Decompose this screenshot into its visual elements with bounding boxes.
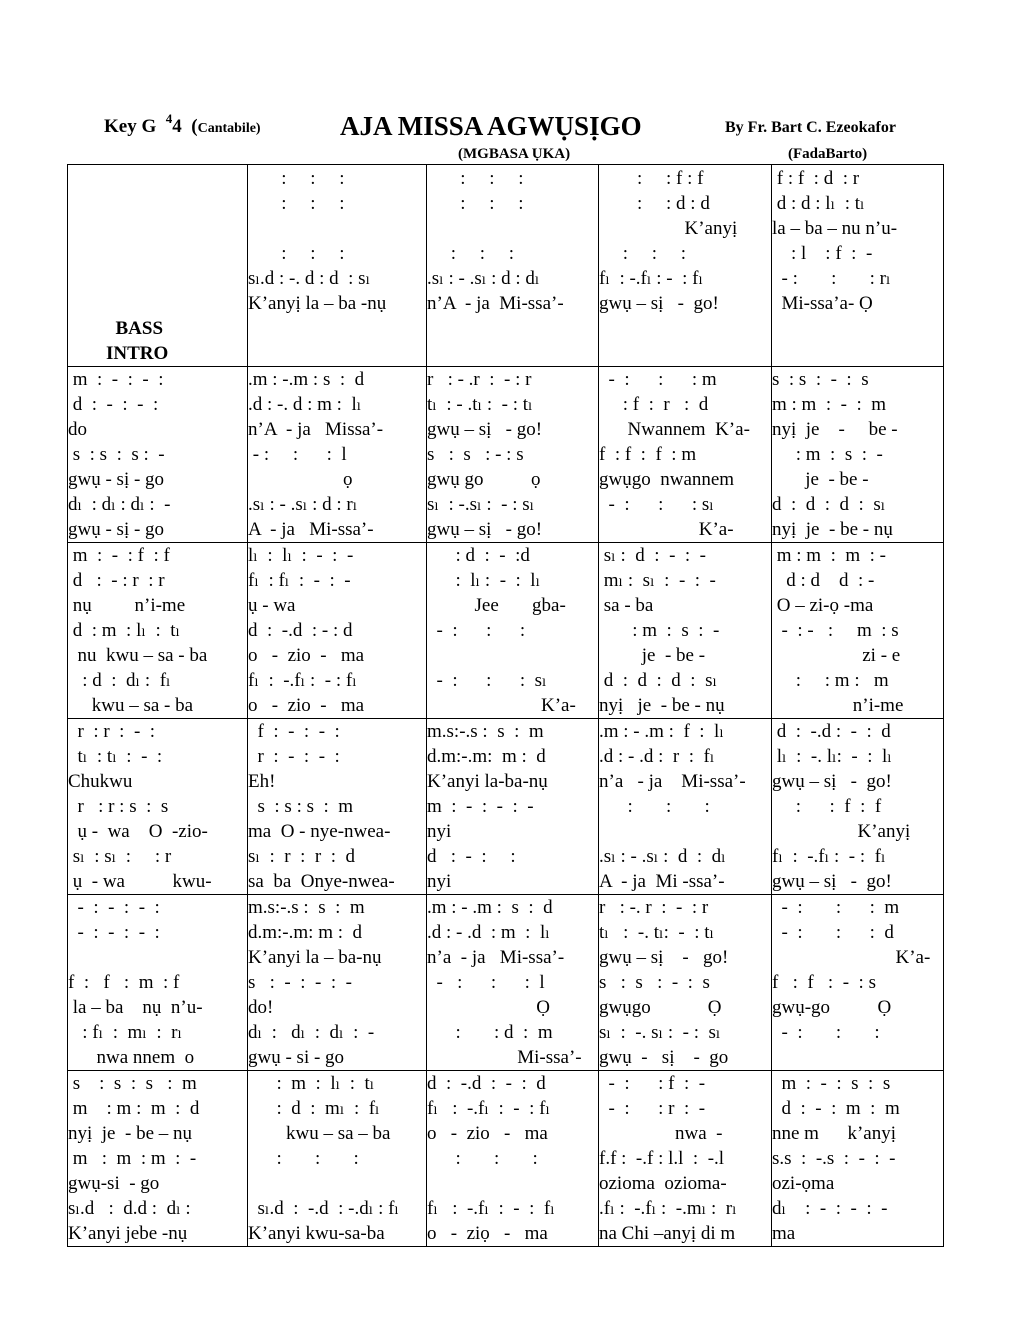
notation-line: - : : : bbox=[427, 620, 526, 641]
notation-line: : : : bbox=[248, 243, 345, 264]
notation-line: .fₗ : -.fₗ : -.mₗ : rₗ bbox=[599, 1198, 737, 1219]
notation-line: d : d d : - bbox=[772, 570, 875, 591]
notation-line: : : : bbox=[599, 796, 710, 817]
notation-line bbox=[68, 216, 247, 241]
notation-line: : : d : m bbox=[427, 1022, 553, 1043]
notation-line: la – ba nụ n’u- bbox=[68, 997, 203, 1018]
notation-line: ozi-ọma bbox=[772, 1173, 835, 1194]
notation-line: : : : bbox=[248, 168, 345, 189]
notation-line: r : r : - : bbox=[68, 721, 156, 742]
notation-line: m : - : - : - bbox=[427, 796, 534, 817]
notation-line: dₗ : dₗ : dₗ : - bbox=[68, 494, 171, 515]
notation-line: O – zi-ọ -ma bbox=[772, 595, 874, 616]
notation-line: gwụgo nwannem bbox=[599, 469, 735, 490]
notation-line: : : : bbox=[427, 1148, 538, 1169]
notation-line: d : - : : bbox=[427, 846, 516, 867]
notation-line: f : f : m : f bbox=[68, 972, 180, 993]
song-title: AJA MISSA AGWỤSỊGO bbox=[340, 111, 642, 141]
score-measure bbox=[427, 1071, 599, 1247]
notation-line: nyi bbox=[427, 821, 452, 842]
notation-line: n’A - ja Mi-ssa’- bbox=[427, 293, 564, 314]
notation-line: mₗ : sₗ : - : - bbox=[599, 570, 716, 591]
notation-line: : m : lₗ : tₗ bbox=[248, 1073, 375, 1094]
notation-line: ụ - wa kwu- bbox=[68, 871, 212, 892]
notation-line: - : - : m : s bbox=[772, 620, 899, 641]
notation-line: : : : bbox=[248, 193, 345, 214]
notation-line: n’a - ja Mi-ssa’- bbox=[427, 947, 565, 968]
score-measure bbox=[772, 165, 944, 367]
score-measure bbox=[772, 1071, 944, 1247]
notation-line: K’a- bbox=[427, 695, 576, 716]
notation-line: s : s : s : m bbox=[68, 1073, 197, 1094]
score-measure bbox=[599, 367, 772, 543]
notation-line: o - zio - ma bbox=[248, 695, 365, 716]
notation-line: sₗ : sₗ : : r bbox=[68, 846, 172, 867]
notation-line bbox=[772, 1045, 943, 1070]
notation-line: na Chi –anyị di m bbox=[599, 1223, 736, 1244]
tempo-marking: Cantabile) bbox=[197, 121, 261, 136]
notation-line: sₗ : -.sₗ : - : sₗ bbox=[427, 494, 535, 515]
notation-line bbox=[68, 241, 247, 266]
notation-line: zi - e bbox=[772, 645, 901, 666]
notation-line: .d : - .d : m : lₗ bbox=[427, 922, 550, 943]
notation-line bbox=[68, 266, 247, 291]
score-system bbox=[68, 895, 944, 1071]
notation-line: gwụ - sị - go bbox=[68, 519, 165, 540]
score-measure bbox=[772, 543, 944, 719]
notation-line: r : - : - : bbox=[248, 746, 340, 767]
notation-line: n’A - ja Missa’- bbox=[248, 419, 384, 440]
notation-line: : : d : d bbox=[599, 193, 710, 214]
notation-line: m : m : - : m bbox=[772, 394, 886, 415]
notation-line: tₗ : - .tₗ : - : tₗ bbox=[427, 394, 533, 415]
notation-line: K’anyị la – ba -nụ bbox=[248, 293, 387, 314]
notation-line: s : s : - : s bbox=[427, 444, 524, 465]
notation-line: - : : f : - bbox=[599, 1073, 706, 1094]
score-system bbox=[68, 1071, 944, 1247]
score-measure bbox=[427, 367, 599, 543]
notation-line: : : f : f bbox=[772, 796, 882, 817]
notation-line: INTRO bbox=[68, 343, 169, 364]
notation-line: s : s : - : s bbox=[599, 972, 710, 993]
notation-line: lₗ : -. lₗ: - : lₗ bbox=[772, 746, 892, 767]
score-measure bbox=[599, 895, 772, 1071]
notation-line: m.s:-.s : s : m bbox=[427, 721, 544, 742]
notation-line: nyị je - be - nụ bbox=[599, 695, 725, 716]
notation-line: do! bbox=[248, 997, 274, 1018]
notation-line: d : d : d : sₗ bbox=[599, 670, 718, 691]
notation-line: : f : r : d bbox=[599, 394, 709, 415]
notation-line: sa - ba bbox=[599, 595, 654, 616]
notation-line: tₗ : -. tₗ: - : tₗ bbox=[599, 922, 715, 943]
notation-line: - : : : l bbox=[248, 444, 347, 465]
notation-line: m : m : m : - bbox=[772, 545, 886, 566]
notation-line: - : : : m bbox=[599, 369, 717, 390]
score-measure bbox=[599, 719, 772, 895]
notation-line: gwụ – sị - go! bbox=[427, 519, 543, 540]
notation-line: K’anyị bbox=[599, 218, 738, 239]
notation-line: : lₗ : - : lₗ bbox=[427, 570, 541, 591]
notation-line: : fₗ : mₗ : rₗ bbox=[68, 1022, 183, 1043]
notation-line: m : m : m : d bbox=[68, 1098, 200, 1119]
notation-line: r : -. r : - : r bbox=[599, 897, 709, 918]
score-table bbox=[67, 164, 944, 1247]
notation-line: - : : : d bbox=[772, 922, 894, 943]
notation-line: K’a- bbox=[599, 519, 734, 540]
notation-line: r : - .r : - : r bbox=[427, 369, 532, 390]
notation-line: ma bbox=[772, 1223, 796, 1244]
notation-line bbox=[68, 291, 247, 316]
score-measure bbox=[248, 1071, 427, 1247]
notation-line: : m : s : - bbox=[772, 444, 883, 465]
score-measure bbox=[427, 895, 599, 1071]
notation-line: fₗ : -.fₗ : - : fₗ bbox=[772, 846, 886, 867]
score-measure bbox=[772, 895, 944, 1071]
notation-line: je - be - bbox=[599, 645, 706, 666]
notation-line: d.m:-.m: m : d bbox=[427, 746, 546, 767]
notation-line: m : - : - : bbox=[68, 369, 164, 390]
notation-line: - : : : m bbox=[772, 897, 900, 918]
notation-line: - : : : sₗ bbox=[599, 494, 714, 515]
key-label: Key G bbox=[104, 116, 157, 137]
notation-line: sₗ.d : -. d : d : sₗ bbox=[248, 268, 371, 289]
score-body bbox=[68, 165, 944, 1247]
score-system bbox=[68, 543, 944, 719]
notation-line bbox=[68, 191, 247, 216]
notation-line: .d : - .d : r : fₗ bbox=[599, 746, 715, 767]
notation-line: K’a- bbox=[772, 947, 931, 968]
composer-pseudonym: (FadaBarto) bbox=[788, 146, 868, 162]
notation-line: gwụ – sị - go! bbox=[772, 771, 892, 792]
notation-line: nyị je - be - nụ bbox=[772, 519, 893, 540]
notation-line: f : f : - : s bbox=[772, 972, 876, 993]
score-measure bbox=[599, 1071, 772, 1247]
notation-line: Eh! bbox=[248, 771, 276, 792]
notation-line: d.m:-.m: m : d bbox=[248, 922, 362, 943]
notation-line bbox=[248, 216, 426, 241]
notation-line: ma O - nye-nwea- bbox=[248, 821, 391, 842]
score-measure bbox=[248, 543, 427, 719]
notation-line: fₗ : -.fₗ : - : fₗ bbox=[599, 268, 704, 289]
score-measure bbox=[248, 895, 427, 1071]
notation-line bbox=[68, 166, 247, 191]
notation-line: Mi-ssa’a- Ọ bbox=[772, 293, 873, 314]
notation-line bbox=[427, 216, 598, 241]
notation-line: gwụ – sị - go! bbox=[599, 947, 729, 968]
notation-line: f.f : -.f : l.l : -.l bbox=[599, 1148, 725, 1169]
notation-line: f : f : d : r bbox=[772, 168, 860, 189]
notation-line: m.s:-.s : s : m bbox=[248, 897, 365, 918]
notation-line: m : m : m : - bbox=[68, 1148, 197, 1169]
notation-line: - : : : l bbox=[427, 972, 545, 993]
notation-line: la – ba – nu n’u- bbox=[772, 218, 898, 239]
notation-line: o - ziọ - ma bbox=[427, 1223, 548, 1244]
notation-line: BASS bbox=[68, 318, 164, 339]
key-signature bbox=[104, 111, 261, 138]
notation-line: .sₗ : - .sₗ : d : dₗ bbox=[599, 846, 726, 867]
score-measure bbox=[68, 543, 248, 719]
score-measure bbox=[248, 367, 427, 543]
notation-line: Chukwu bbox=[68, 771, 133, 792]
notation-line: K’anyi jebe -nụ bbox=[68, 1223, 188, 1244]
score-measure bbox=[68, 165, 248, 367]
notation-line: gwụ go ọ bbox=[427, 469, 541, 490]
notation-line: d : -.d : - : d bbox=[772, 721, 891, 742]
notation-line: nu kwu – sa - ba bbox=[68, 645, 208, 666]
score-measure bbox=[599, 543, 772, 719]
notation-line: r : r : s : s bbox=[68, 796, 169, 817]
notation-line: Mi-ssa’- bbox=[427, 1047, 582, 1068]
notation-line: sa ba Onye-nwea- bbox=[248, 871, 395, 892]
notation-line: d : - : r : r bbox=[68, 570, 165, 591]
notation-line: : : : bbox=[248, 1148, 359, 1169]
notation-line: Jee gba- bbox=[427, 595, 566, 616]
notation-line: f : f : f : m bbox=[599, 444, 697, 465]
notation-line: sₗ : -. sₗ : - : sₗ bbox=[599, 1022, 721, 1043]
notation-line: gwụ - sị - go bbox=[599, 1047, 729, 1068]
notation-line bbox=[599, 819, 771, 844]
notation-line: d : - : m : m bbox=[772, 1098, 900, 1119]
notation-line: n’i-me bbox=[772, 695, 904, 716]
notation-line: Nwannem K’a- bbox=[599, 419, 750, 440]
notation-line: - : - : - : bbox=[68, 897, 160, 918]
notation-line: .sₗ : - .sₗ : d : rₗ bbox=[248, 494, 358, 515]
notation-line: s : s : s : - bbox=[68, 444, 165, 465]
notation-line: .m : - .m : s : d bbox=[427, 897, 553, 918]
notation-line: nyị je - be – nụ bbox=[68, 1123, 193, 1144]
notation-line: K’anyi la-ba-nụ bbox=[427, 771, 548, 792]
notation-line: je - be - bbox=[772, 469, 869, 490]
notation-line: : d : dₗ : fₗ bbox=[68, 670, 171, 691]
notation-line: d : -.d : - : d bbox=[248, 620, 353, 641]
score-measure bbox=[427, 165, 599, 367]
notation-line: kwu – sa - ba bbox=[68, 695, 194, 716]
notation-line: o - zio - ma bbox=[248, 645, 365, 666]
notation-line: - : : r : - bbox=[599, 1098, 706, 1119]
notation-line: fₗ : -.fₗ : - : fₗ bbox=[248, 670, 357, 691]
notation-line: ụ - wa O -zio- bbox=[68, 821, 208, 842]
score-measure bbox=[248, 165, 427, 367]
notation-line bbox=[68, 945, 247, 970]
notation-line: d : -.d : - : d bbox=[427, 1073, 546, 1094]
time-denominator: 4 bbox=[172, 116, 182, 137]
notation-line: : l : f : - bbox=[772, 243, 873, 264]
notation-line: nwa - bbox=[599, 1123, 723, 1144]
notation-line: : : f : f bbox=[599, 168, 704, 189]
notation-line: : m : s : - bbox=[599, 620, 720, 641]
notation-line: d : m : lₗ : tₗ bbox=[68, 620, 181, 641]
notation-line: K’anyi la – ba-nụ bbox=[248, 947, 382, 968]
notation-line: gwụ - sị - go bbox=[68, 469, 165, 490]
notation-line: sₗ.d : -.d : -.dₗ : fₗ bbox=[248, 1198, 400, 1219]
notation-line: gwụ – sị - go! bbox=[599, 293, 719, 314]
notation-line: .d : -. d : m : lₗ bbox=[248, 394, 362, 415]
notation-line bbox=[427, 643, 598, 668]
notation-line bbox=[427, 1171, 598, 1196]
notation-line: gwụ-go Ọ bbox=[772, 997, 892, 1018]
time-numerator: 4 bbox=[165, 111, 173, 126]
notation-line: A - ja Mi -ssa’- bbox=[599, 871, 725, 892]
score-measure bbox=[68, 719, 248, 895]
score-system bbox=[68, 165, 944, 367]
notation-line: ọ bbox=[248, 469, 353, 490]
notation-line: A - ja Mi-ssa’- bbox=[248, 519, 374, 540]
notation-line: .sₗ : - .sₗ : d : dₗ bbox=[427, 268, 540, 289]
notation-line: nne m k’anyị bbox=[772, 1123, 897, 1144]
notation-line: nyi bbox=[427, 871, 452, 892]
score-measure bbox=[772, 367, 944, 543]
score-measure bbox=[427, 543, 599, 719]
song-subtitle: (MGBASA ỤKA) bbox=[458, 146, 571, 162]
notation-line: dₗ : - : - : - bbox=[772, 1198, 888, 1219]
notation-line: sₗ : r : r : d bbox=[248, 846, 355, 867]
notation-line bbox=[248, 1171, 426, 1196]
notation-line: ozioma ozioma- bbox=[599, 1173, 727, 1194]
notation-line: K’anyị bbox=[772, 821, 911, 842]
notation-line: - : : : bbox=[772, 1022, 880, 1043]
notation-line: - : : : rₗ bbox=[772, 268, 891, 289]
notation-line: gwụ - si - go bbox=[248, 1047, 345, 1068]
notation-line: : d : mₗ : fₗ bbox=[248, 1098, 380, 1119]
notation-line: s : s : - : s bbox=[772, 369, 869, 390]
notation-line: sₗ : d : - : - bbox=[599, 545, 706, 566]
notation-line: gwụ-si - go bbox=[68, 1173, 160, 1194]
notation-line: do bbox=[68, 419, 87, 440]
notation-line: kwu – sa – ba bbox=[248, 1123, 391, 1144]
notation-line: nụ n’i-me bbox=[68, 595, 186, 616]
notation-line: : : : bbox=[427, 243, 515, 264]
score-system bbox=[68, 719, 944, 895]
notation-line: s : - : - : - bbox=[248, 972, 352, 993]
notation-line: d : d : lₗ : tₗ bbox=[772, 193, 865, 214]
score-measure bbox=[248, 719, 427, 895]
tempo-open: ( bbox=[191, 116, 198, 137]
score-measure bbox=[599, 165, 772, 367]
notation-line: : d : - :d bbox=[427, 545, 530, 566]
notation-line: dₗ : dₗ : dₗ : - bbox=[248, 1022, 375, 1043]
score-measure bbox=[68, 367, 248, 543]
notation-line: lₗ : lₗ : - : - bbox=[248, 545, 354, 566]
notation-line: : : : bbox=[427, 168, 524, 189]
score-measure bbox=[68, 1071, 248, 1247]
notation-line: m : - : s : s bbox=[772, 1073, 891, 1094]
notation-line: : : : bbox=[427, 193, 524, 214]
notation-line: - : - : - : bbox=[68, 922, 160, 943]
notation-line: fₗ : fₗ : - : - bbox=[248, 570, 351, 591]
notation-line: fₗ : -.fₗ : - : fₗ bbox=[427, 1098, 551, 1119]
notation-line: ụ - wa bbox=[248, 595, 296, 616]
notation-line: s.s : -.s : - : - bbox=[772, 1148, 896, 1169]
notation-line: gwụ – sị - go! bbox=[772, 871, 892, 892]
notation-line: nwa nnem o bbox=[68, 1047, 195, 1068]
notation-line: sₗ.d : d.d : dₗ : bbox=[68, 1198, 191, 1219]
notation-line: .m : -.m : s : d bbox=[248, 369, 365, 390]
notation-line: : : m : m bbox=[772, 670, 889, 691]
notation-line: .m : - .m : f : lₗ bbox=[599, 721, 724, 742]
composer: By Fr. Bart C. Ezeokafor bbox=[725, 119, 896, 136]
notation-line: Ọ bbox=[427, 997, 550, 1018]
notation-line: gwụgo Ọ bbox=[599, 997, 722, 1018]
notation-line: nyị je - be - bbox=[772, 419, 898, 440]
score-system bbox=[68, 367, 944, 543]
notation-line: fₗ : -.fₗ : - : fₗ bbox=[427, 1198, 555, 1219]
notation-line: : : : bbox=[599, 243, 687, 264]
score-measure bbox=[772, 719, 944, 895]
notation-line: o - zio - ma bbox=[427, 1123, 548, 1144]
notation-line: f : - : - : bbox=[248, 721, 340, 742]
notation-line: n’a - ja Mi-ssa’- bbox=[599, 771, 746, 792]
notation-line: d : d : d : sₗ bbox=[772, 494, 886, 515]
score-measure bbox=[427, 719, 599, 895]
notation-line: s : s : s : m bbox=[248, 796, 354, 817]
score-measure bbox=[68, 895, 248, 1071]
notation-line: tₗ : tₗ : - : bbox=[68, 746, 163, 767]
notation-line: gwụ – sị - go! bbox=[427, 419, 543, 440]
notation-line: K’anyi kwu-sa-ba bbox=[248, 1223, 385, 1244]
notation-line: - : : : sₗ bbox=[427, 670, 547, 691]
notation-line: m : - : f : f bbox=[68, 545, 170, 566]
notation-line: d : - : - : bbox=[68, 394, 159, 415]
